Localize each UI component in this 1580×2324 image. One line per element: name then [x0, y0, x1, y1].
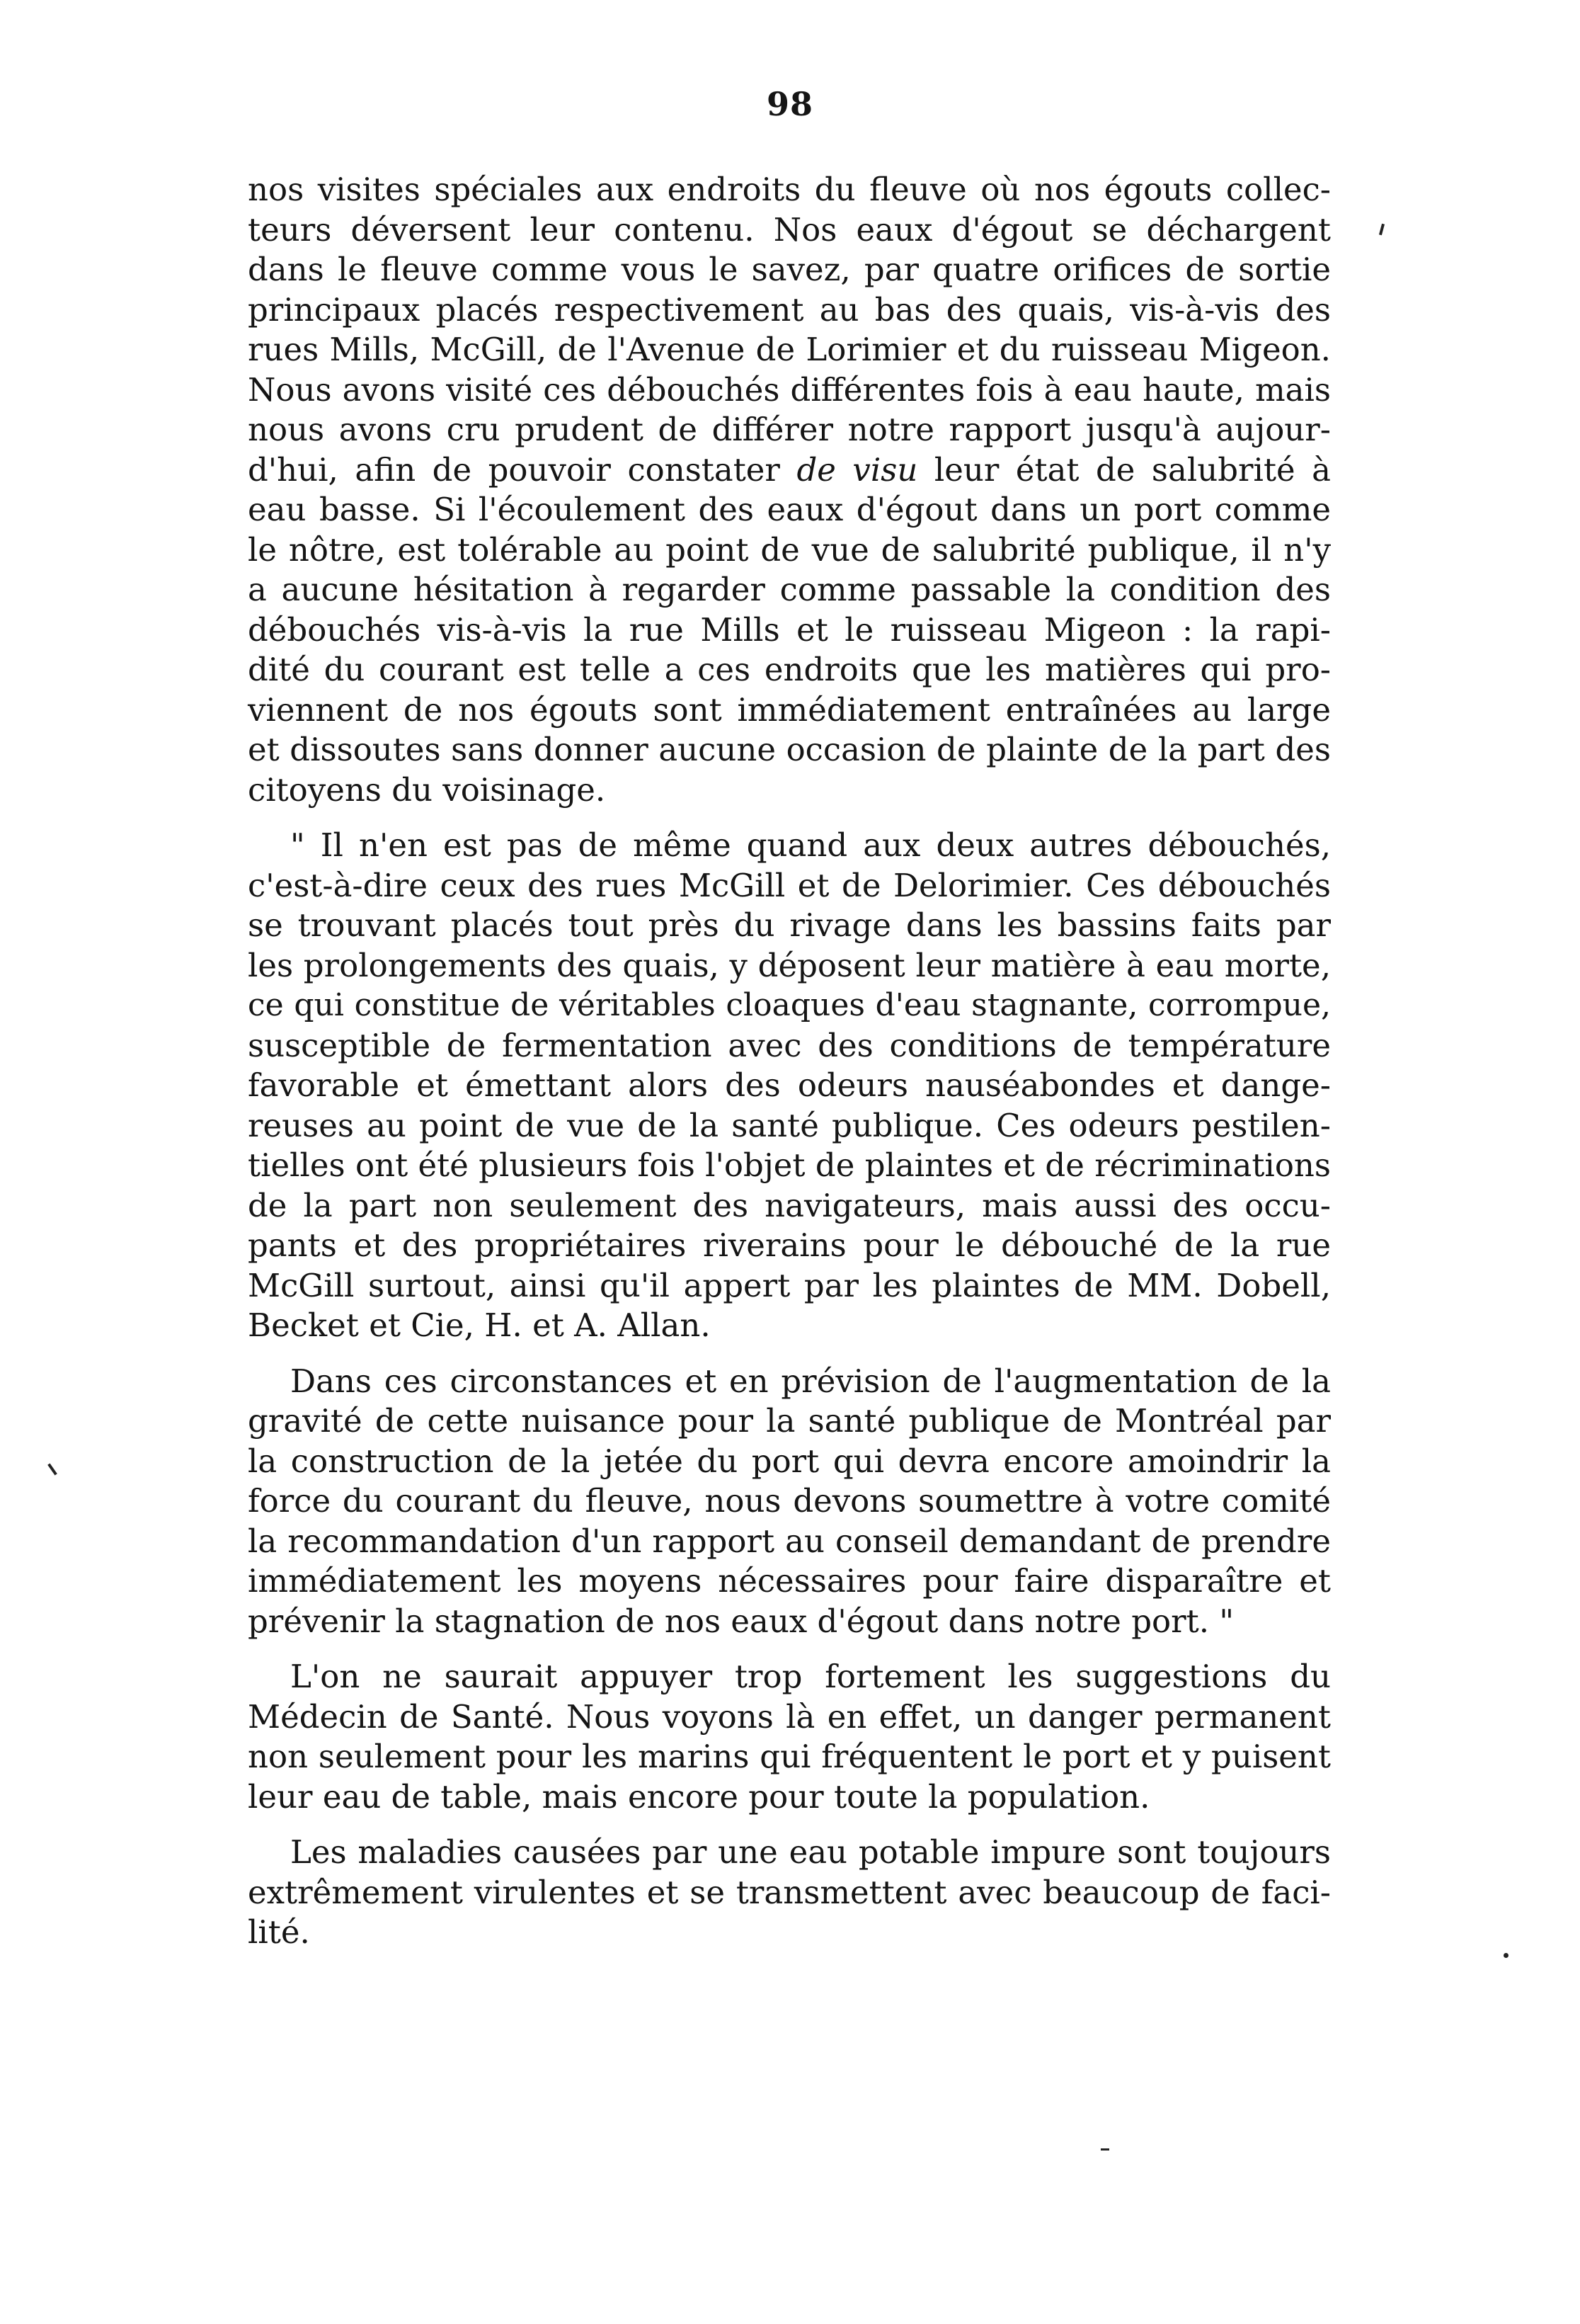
text-line: rues Mills, McGill, de l'Avenue de Lorimier et du ruisseau Migeon. [248, 331, 1331, 368]
text-line: dité du courant est telle a ces endroits que les matières qui pro- [248, 651, 1331, 688]
paragraph-gap [248, 1641, 1331, 1657]
text-line: dans le fleuve comme vous le savez, par quatre orifices de sortie [248, 251, 1331, 288]
text-line: Becket et Cie, H. et A. Allan. [248, 1306, 711, 1344]
text-line: citoyens du voisinage. [248, 770, 606, 809]
text-line: lité. [248, 1913, 310, 1951]
text-line: Nous avons visité ces débouchés différentes fois à eau haute, mais [248, 370, 1331, 409]
text-line: McGill surtout, ainsi qu'il appert par les plaintes de MM. Dobell, [248, 1266, 1331, 1304]
paragraph-gap [248, 1346, 1331, 1362]
text-line: tielles ont été plusieurs fois l'objet de plaintes et de récriminations [248, 1146, 1331, 1184]
text-line: pants et des propriétaires riverains pour le débouché de la rue [248, 1226, 1331, 1264]
text-line: ce qui constitue de véritables cloaques d'eau stagnante, corrompue, [248, 987, 1331, 1023]
body-text [248, 170, 1331, 1953]
print-speck [1101, 2148, 1109, 2151]
text-line: la construction de la jetée du port qui devra encore amoindrir la [248, 1442, 1331, 1480]
text-line: " Il n'en est pas de même quand aux deux autres débouchés, [290, 826, 1331, 864]
text-line: force du courant du fleuve, nous devons soumettre à votre comité [248, 1482, 1331, 1520]
text-line: les prolongements des quais, y déposent leur matière à eau morte, [248, 946, 1331, 984]
text-line: et dissoutes sans donner aucune occasion de plainte de la part des [248, 731, 1331, 768]
text-line: débouchés vis-à-vis la rue Mills et le ruisseau Migeon : la rapi- [248, 610, 1331, 649]
text-line: Les maladies causées par une eau potable impure sont toujours [290, 1833, 1331, 1871]
text-line: Dans ces circonstances et en prévision de l'augmentation de la [290, 1362, 1331, 1400]
paragraph-gap [248, 1817, 1331, 1833]
text-line: reuses au point de vue de la santé publique. Ces odeurs pestilen- [248, 1106, 1331, 1144]
text-line: le nôtre, est tolérable au point de vue de salubrité publique, il n'y [248, 530, 1331, 569]
text-line: leur eau de table, mais encore pour toute la population. [248, 1777, 1150, 1816]
paragraph [248, 170, 1331, 810]
print-speck [1504, 1953, 1509, 1958]
paragraph [248, 826, 1331, 1346]
text-line: gravité de cette nuisance pour la santé publique de Montréal par [248, 1402, 1331, 1440]
text-line: teurs déversent leur contenu. Nos eaux d'égout se déchargent [248, 210, 1331, 249]
text-line: eau basse. Si l'écoulement des eaux d'égout dans un port comme [248, 491, 1331, 528]
paragraph [248, 1362, 1331, 1642]
print-speck [47, 1463, 57, 1475]
text-line: favorable et émettant alors des odeurs nauséabondes et dange- [248, 1066, 1331, 1104]
text-line: principaux placés respectivement au bas des quais, vis-à-vis des [248, 290, 1331, 329]
paragraph-gap [248, 810, 1331, 826]
text-line: c'est-à-dire ceux des rues McGill et de Delorimier. Ces débouchés [248, 866, 1331, 904]
text-line: nos visites spéciales aux endroits du fleuve où nos égouts collec- [248, 171, 1331, 208]
text-line: susceptible de fermentation avec des conditions de température [248, 1026, 1331, 1064]
text-line: non seulement pour les marins qui fréquentent le port et y puisent [248, 1738, 1331, 1775]
text-line: nous avons cru prudent de différer notre rapport jusqu'à aujour- [248, 411, 1331, 448]
text-line: la recommandation d'un rapport au conseil demandant de prendre [248, 1522, 1331, 1560]
italic-phrase: de visu [796, 450, 918, 489]
page-number: 98 [766, 85, 813, 123]
text-line: Médecin de Santé. Nous voyons là en effet, un danger permanent [248, 1697, 1331, 1736]
paragraph [248, 1833, 1331, 1953]
text-line: prévenir la stagnation de nos eaux d'égout dans notre port. " [248, 1602, 1235, 1640]
text-line: viennent de nos égouts sont immédiatement entraînées au large [248, 690, 1331, 729]
text-line: extrêmement virulentes et se transmettent avec beaucoup de faci- [248, 1873, 1331, 1911]
text-line: immédiatement les moyens nécessaires pour faire disparaître et [248, 1562, 1331, 1600]
text-line: se trouvant placés tout près du rivage dans les bassins faits par [248, 906, 1331, 944]
text-line: d'hui, afin de pouvoir constater de visu leur état de salubrité à [248, 450, 1331, 489]
paragraph [248, 1657, 1331, 1817]
print-speck [1379, 224, 1385, 235]
text-line: de la part non seulement des navigateurs, mais aussi des occu- [248, 1186, 1331, 1224]
text-line: a aucune hésitation à regarder comme passable la condition des [248, 571, 1331, 608]
text-line: L'on ne saurait appuyer trop fortement les suggestions du [290, 1658, 1331, 1695]
